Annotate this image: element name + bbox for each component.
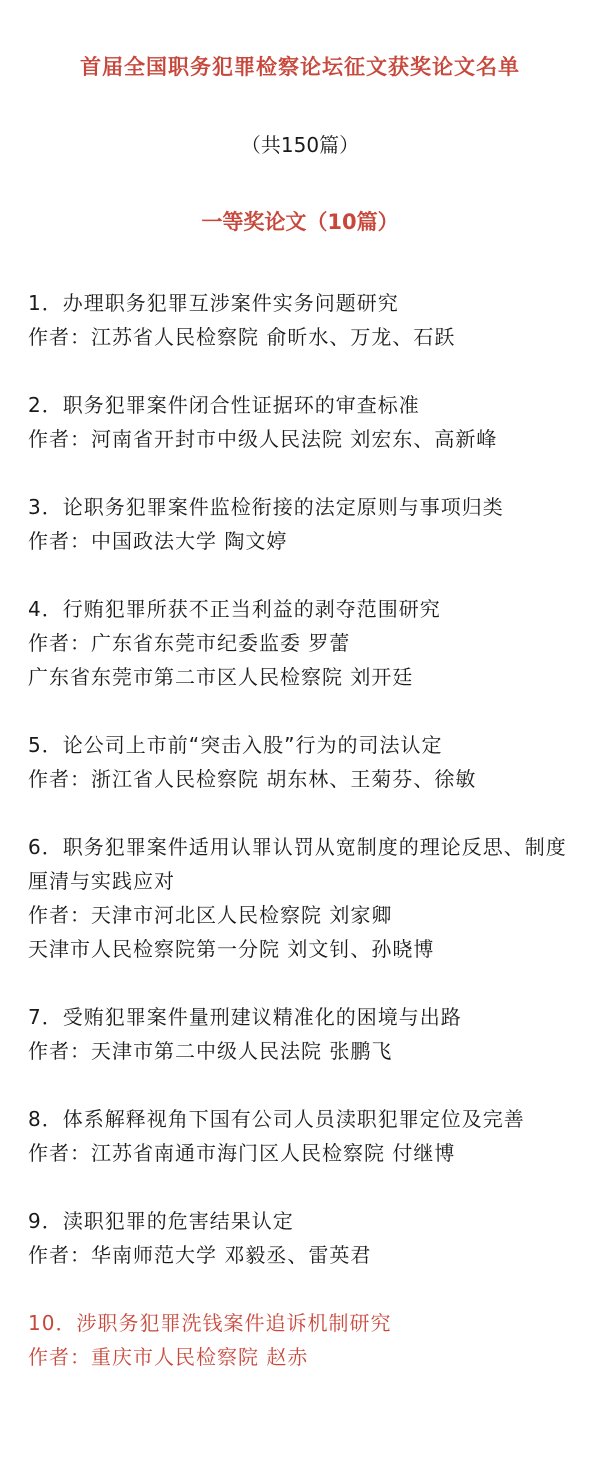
award-list: [28, 286, 584, 1408]
paper-title: 3．论职务犯罪案件监检衔接的法定原则与事项归类: [28, 495, 504, 519]
paper-title: 5．论公司上市前“突击入股”行为的司法认定: [28, 733, 443, 757]
list-item: [28, 592, 584, 694]
paper-title: 1．办理职务犯罪互涉案件实务问题研究: [28, 291, 399, 315]
paper-author: 作者：天津市第二中级人民法院 张鹏飞: [28, 1039, 393, 1063]
list-item: [28, 286, 584, 354]
paper-title: 2．职务犯罪案件闭合性证据环的审查标准: [28, 393, 420, 417]
list-item: [28, 830, 584, 966]
paper-title: 10．涉职务犯罪洗钱案件追诉机制研究: [28, 1311, 392, 1335]
list-item: [28, 490, 584, 558]
paper-title: 7．受贿犯罪案件量刑建议精准化的困境与出路: [28, 1005, 462, 1029]
paper-author-continued: 广东省东莞市第二市区人民检察院 刘开廷: [28, 665, 414, 689]
list-item: [28, 1204, 584, 1272]
paper-author: 作者：重庆市人民检察院 赵赤: [28, 1345, 309, 1369]
paper-count: （共150篇）: [240, 133, 360, 157]
document-title: 首届全国职务犯罪检察论坛征文获奖论文名单: [80, 55, 520, 79]
paper-author-continued: 天津市人民检察院第一分院 刘文钊、孙晓博: [28, 937, 435, 961]
paper-title: 6．职务犯罪案件适用认罪认罚从宽制度的理论反思、制度厘清与实践应对: [28, 835, 567, 893]
list-item: [28, 728, 584, 796]
paper-author: 作者：天津市河北区人民检察院 刘家卿: [28, 903, 393, 927]
paper-author: 作者：江苏省人民检察院 俞昕水、万龙、石跃: [28, 325, 456, 349]
list-item-highlighted: [28, 1306, 584, 1374]
paper-title: 4．行贿犯罪所获不正当利益的剥夺范围研究: [28, 597, 441, 621]
paper-author: 作者：中国政法大学 陶文婷: [28, 529, 288, 553]
list-item: [28, 388, 584, 456]
paper-author: 作者：江苏省南通市海门区人民检察院 付继博: [28, 1141, 456, 1165]
paper-author: 作者：广东省东莞市纪委监委 罗蕾: [28, 631, 351, 655]
list-item: [28, 1000, 584, 1068]
prize-level-heading: 一等奖论文（10篇）: [201, 210, 399, 234]
paper-author: 作者：河南省开封市中级人民法院 刘宏东、高新峰: [28, 427, 498, 451]
paper-title: 8．体系解释视角下国有公司人员渎职犯罪定位及完善: [28, 1107, 525, 1131]
paper-author: 作者：华南师范大学 邓毅丞、雷英君: [28, 1243, 372, 1267]
paper-title: 9．渎职犯罪的危害结果认定: [28, 1209, 294, 1233]
paper-author: 作者：浙江省人民检察院 胡东林、王菊芬、徐敏: [28, 767, 477, 791]
list-item: [28, 1102, 584, 1170]
